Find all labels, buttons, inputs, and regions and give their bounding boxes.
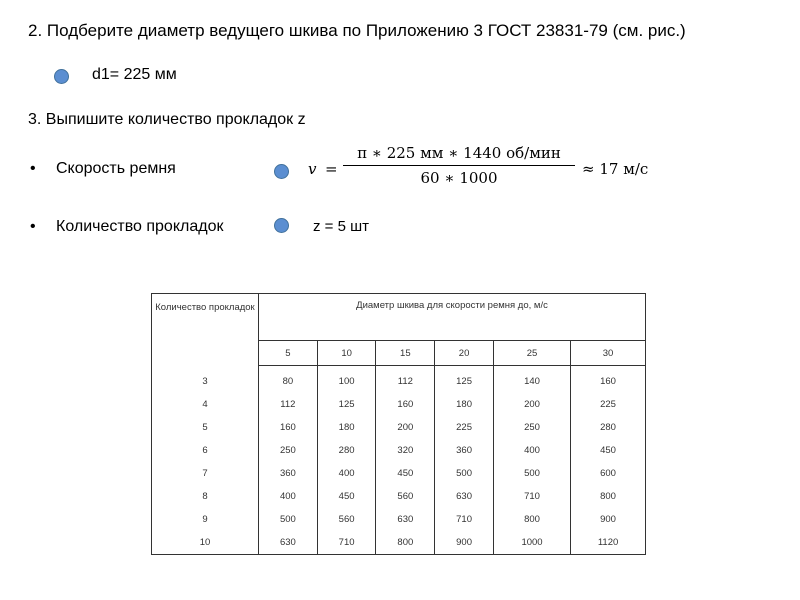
diameter-cell: 225 bbox=[600, 399, 616, 410]
speed-header: 20 bbox=[435, 341, 494, 366]
formula-fraction bbox=[343, 142, 575, 189]
d1-value: d1= 225 мм bbox=[92, 66, 177, 83]
ply-count-cell: 6 bbox=[152, 439, 259, 462]
bullet-dot-icon bbox=[274, 218, 289, 233]
table-row bbox=[152, 416, 646, 439]
diameter-cell: 200 bbox=[493, 393, 570, 416]
diameter-cell: 450 bbox=[317, 485, 376, 508]
ply-count-cell: 5 bbox=[152, 416, 259, 439]
speed-header: 25 bbox=[493, 341, 570, 366]
gost-pulley-table bbox=[151, 293, 646, 555]
formula-result: ≈ 17 м/с bbox=[582, 160, 649, 178]
diameter-cell: 450 bbox=[376, 462, 435, 485]
diameter-cell: 125 bbox=[435, 366, 494, 394]
diameter-cell: 160 bbox=[600, 376, 616, 387]
diameter-cell: 900 bbox=[600, 514, 616, 525]
step3-heading: 3. Выпишите количество прокладок z bbox=[28, 111, 306, 128]
diameter-cell: 112 bbox=[259, 393, 318, 416]
diameter-cell: 180 bbox=[317, 416, 376, 439]
diameter-cell: 1000 bbox=[493, 531, 570, 555]
bullet-label-plies: Количество прокладок bbox=[56, 218, 224, 235]
diameter-cell: 630 bbox=[376, 508, 435, 531]
diameter-cell: 630 bbox=[435, 485, 494, 508]
diameter-cell: 560 bbox=[317, 508, 376, 531]
speed-header: 15 bbox=[376, 341, 435, 366]
diameter-cell: 710 bbox=[317, 531, 376, 555]
diameter-cell: 500 bbox=[259, 508, 318, 531]
bullet-dot-icon bbox=[274, 164, 289, 179]
diameter-cell: 280 bbox=[317, 439, 376, 462]
diameter-cell: 400 bbox=[493, 439, 570, 462]
diameter-cell: 320 bbox=[376, 439, 435, 462]
diameter-cell: 1120 bbox=[597, 537, 619, 548]
bullet-mark: • bbox=[30, 160, 36, 177]
ply-count-cell: 7 bbox=[152, 462, 259, 485]
speed-header: 5 bbox=[259, 341, 318, 366]
diameter-cell: 900 bbox=[435, 531, 494, 555]
formula-denominator: 60 ∗ 1000 bbox=[420, 169, 498, 187]
z-value: z = 5 шт bbox=[313, 218, 370, 235]
ply-count-cell: 4 bbox=[152, 393, 259, 416]
diameter-cell: 600 bbox=[600, 468, 616, 479]
diameter-cell: 710 bbox=[493, 485, 570, 508]
diameter-cell: 180 bbox=[435, 393, 494, 416]
diameter-cell: 250 bbox=[493, 416, 570, 439]
table-row bbox=[152, 366, 646, 394]
table-row bbox=[152, 531, 646, 555]
speed-header: 30 bbox=[571, 341, 646, 366]
bullet-label-speed: Скорость ремня bbox=[56, 160, 176, 177]
diameter-cell: 360 bbox=[259, 462, 318, 485]
table-row bbox=[152, 393, 646, 416]
table-row bbox=[152, 485, 646, 508]
speed-header: 10 bbox=[317, 341, 376, 366]
diameter-cell: 360 bbox=[435, 439, 494, 462]
ply-count-cell: 8 bbox=[152, 485, 259, 508]
diameter-cell: 400 bbox=[259, 485, 318, 508]
formula-eq: = bbox=[325, 160, 338, 178]
diameter-cell: 800 bbox=[376, 531, 435, 555]
diameter-cell: 100 bbox=[317, 366, 376, 394]
diameter-cell: 800 bbox=[600, 491, 616, 502]
ply-count-cell: 10 bbox=[152, 531, 259, 555]
diameter-cell: 630 bbox=[259, 531, 318, 555]
diameter-cell: 560 bbox=[376, 485, 435, 508]
diameter-cell: 160 bbox=[376, 393, 435, 416]
diameter-cell: 80 bbox=[259, 366, 318, 394]
diameter-cell: 450 bbox=[600, 445, 616, 456]
row-header: Количество прокладок bbox=[152, 294, 259, 366]
diameter-cell: 500 bbox=[435, 462, 494, 485]
ply-count-cell: 3 bbox=[152, 366, 259, 394]
bullet-mark: • bbox=[30, 218, 36, 235]
bullet-dot-icon bbox=[54, 69, 69, 84]
diameter-cell: 225 bbox=[435, 416, 494, 439]
diameter-cell: 250 bbox=[259, 439, 318, 462]
diameter-cell: 500 bbox=[493, 462, 570, 485]
diameter-cell: 140 bbox=[493, 366, 570, 394]
formula-numerator: π ∗ 225 мм ∗ 1440 об/мин bbox=[357, 144, 561, 162]
table-row bbox=[152, 439, 646, 462]
col-group-header: Диаметр шкива для скорости ремня до, м/с bbox=[259, 294, 646, 341]
ply-count-cell: 9 bbox=[152, 508, 259, 531]
diameter-cell: 800 bbox=[493, 508, 570, 531]
diameter-cell: 160 bbox=[259, 416, 318, 439]
table-row bbox=[152, 462, 646, 485]
diameter-cell: 710 bbox=[435, 508, 494, 531]
step2-heading: 2. Подберите диаметр ведущего шкива по Приложению 3 ГОСТ 23831-79 (см. рис.) bbox=[28, 21, 686, 40]
fraction-bar bbox=[343, 165, 575, 166]
diameter-cell: 200 bbox=[376, 416, 435, 439]
diameter-cell: 112 bbox=[376, 366, 435, 394]
table-row bbox=[152, 508, 646, 531]
diameter-cell: 280 bbox=[600, 422, 616, 433]
diameter-cell: 400 bbox=[317, 462, 376, 485]
diameter-cell: 125 bbox=[317, 393, 376, 416]
formula-var: v bbox=[308, 160, 317, 178]
